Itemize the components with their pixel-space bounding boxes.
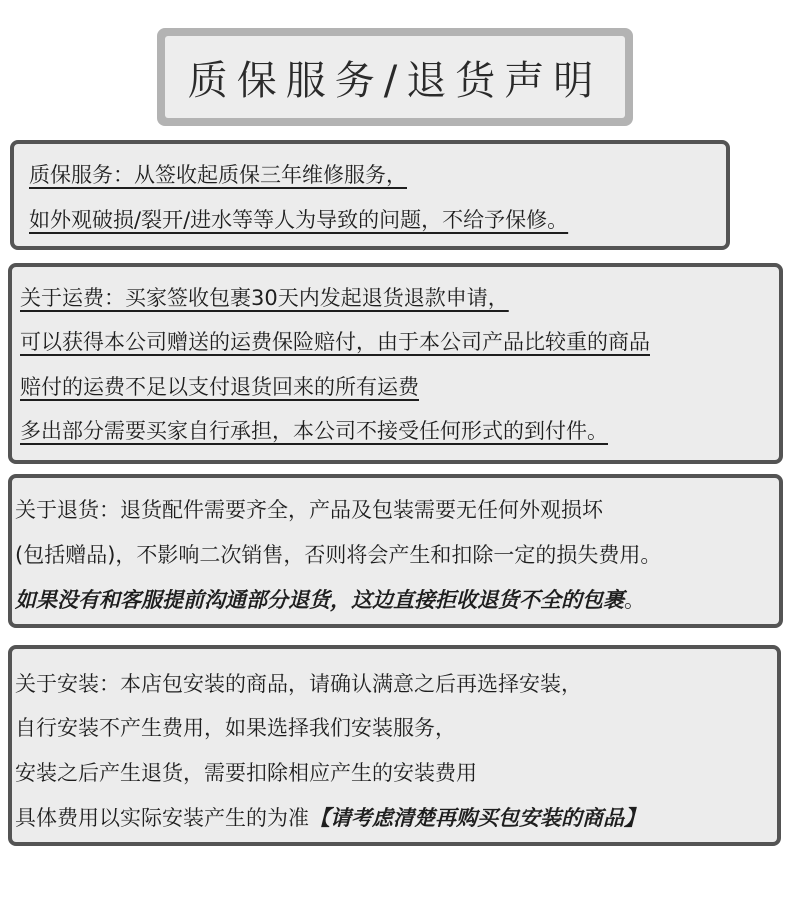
page-title: 质保服务/退货声明 bbox=[165, 36, 625, 118]
returns-line-1: 关于退货：退货配件需要齐全，产品及包装需要无任何外观损坏 bbox=[15, 498, 603, 522]
returns-line-2: (包括赠品)，不影响二次销售，否则将会产生和扣除一定的损失费用。 bbox=[15, 543, 662, 567]
returns-panel bbox=[8, 474, 783, 628]
installation-panel bbox=[8, 645, 781, 846]
shipping-line-2: 可以获得本公司赠送的运费保险赔付，由于本公司产品比较重的商品 bbox=[20, 330, 650, 354]
returns-warning-text: 如果没有和客服提前沟通部分退货，这边直接拒收退货不全的包裹 bbox=[15, 588, 624, 612]
shipping-line-1: 关于运费：买家签收包裹30天内发起退货退款申请， bbox=[20, 286, 509, 310]
installation-line-4 bbox=[15, 804, 645, 832]
warranty-line-1: 质保服务：从签收起质保三年维修服务， bbox=[29, 163, 407, 187]
installation-line-3: 安装之后产生退货，需要扣除相应产生的安装费用 bbox=[15, 761, 477, 785]
shipping-line-3: 赔付的运费不足以支付退货回来的所有运费 bbox=[20, 375, 419, 399]
warranty-line-2: 如外观破损/裂开/进水等等人为导致的问题，不给予保修。 bbox=[29, 208, 569, 232]
returns-line-3-end: 。 bbox=[624, 588, 645, 612]
installation-line-2: 自行安装不产生费用，如果选择我们安装服务， bbox=[15, 716, 456, 740]
title-banner bbox=[157, 28, 633, 126]
returns-line-3 bbox=[15, 586, 645, 614]
installation-line-1: 关于安装：本店包安装的商品，请确认满意之后再选择安装， bbox=[15, 672, 582, 696]
shipping-panel bbox=[8, 263, 783, 464]
installation-line-4-text: 具体费用以实际安装产生的为准 bbox=[15, 806, 309, 830]
warranty-panel bbox=[10, 140, 730, 250]
installation-warning-text: 【请考虑清楚再购买包安装的商品】 bbox=[309, 806, 645, 830]
shipping-line-4: 多出部分需要买家自行承担，本公司不接受任何形式的到付件。 bbox=[20, 419, 608, 443]
